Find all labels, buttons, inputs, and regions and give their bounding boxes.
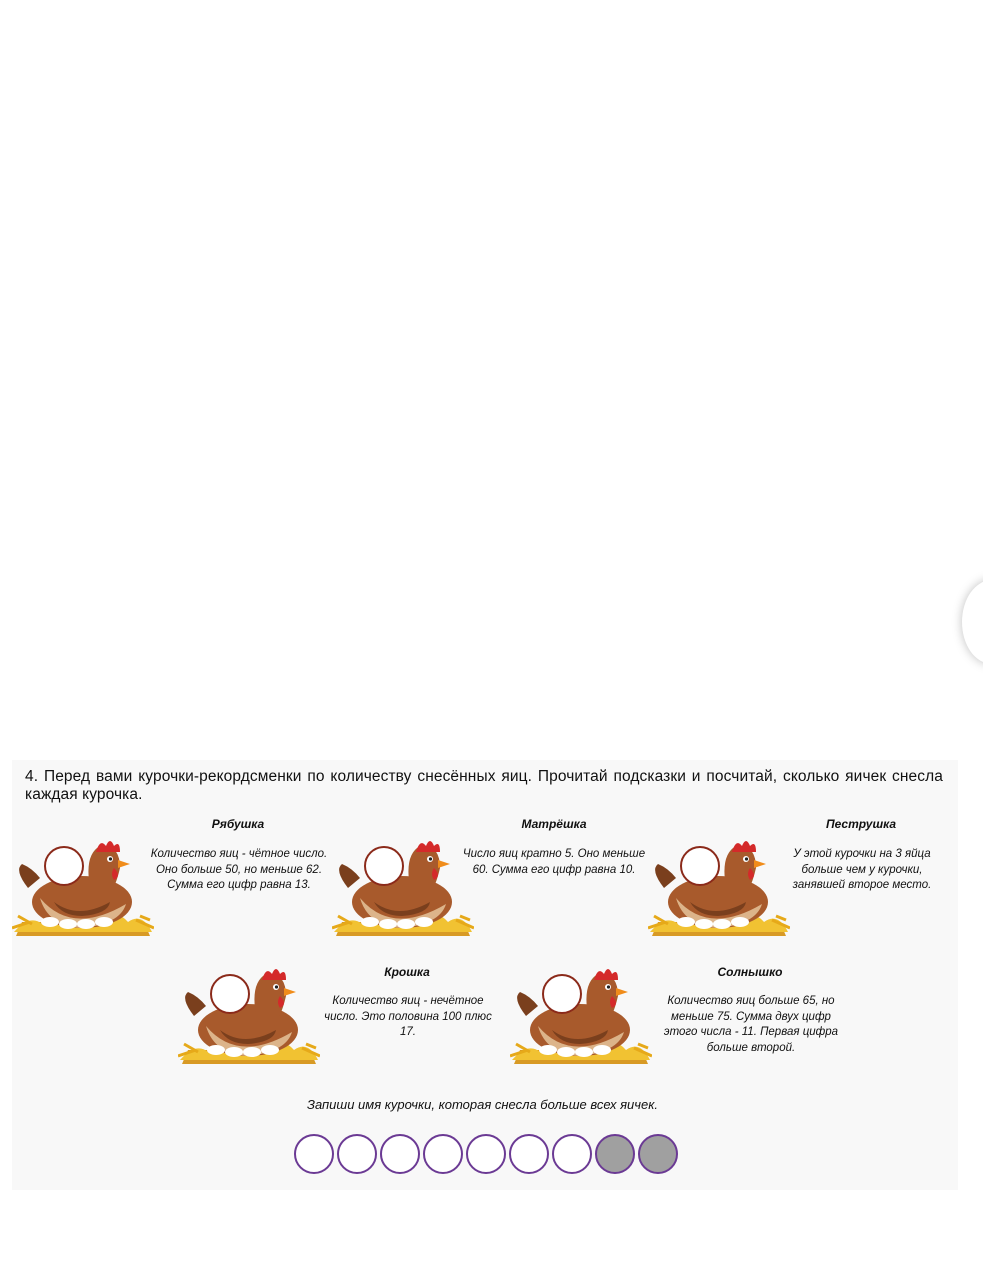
hen-hint-3: У этой курочки на 3 яйца больше чем у курочки, занявшей второе место. (792, 848, 932, 891)
task-text: 4. Перед вами курочки-рекордсменки по количеству снесённых яиц. Прочитай подсказки и посчитай, сколько яичек снесла каждая курочка. (25, 768, 943, 803)
hen-name-4: Крошка (384, 965, 430, 979)
hen-name-2: Матрёшка (521, 817, 587, 831)
answer-letter-circle[interactable] (638, 1134, 678, 1174)
hen-hint-5: Количество яиц больше 65, но меньше 75. Сумма двух цифр этого числа - 11. Первая цифра больше второй. (663, 995, 839, 1054)
hen-name-1: Рябушка (211, 817, 265, 831)
hen-illustration (510, 964, 652, 1076)
answer-letter-circle[interactable] (294, 1134, 334, 1174)
hen-illustration (12, 836, 154, 948)
answer-letter-circle[interactable] (466, 1134, 506, 1174)
answer-letter-circle[interactable] (380, 1134, 420, 1174)
hen-illustration (178, 964, 320, 1076)
side-scroll-handle[interactable] (962, 580, 983, 664)
answer-letter-circle[interactable] (509, 1134, 549, 1174)
hen-hint-2: Число яиц кратно 5. Оно меньше 60. Сумма его цифр равна 10. (462, 848, 646, 876)
answer-letter-circle[interactable] (337, 1134, 377, 1174)
hen-hint-4: Количество яиц - нечётное число. Это половина 100 плюс 17. (324, 995, 492, 1038)
answer-letter-circle[interactable] (595, 1134, 635, 1174)
bottom-instruction: Запиши имя курочки, которая снесла больше всех яичек. (306, 1097, 659, 1112)
answer-letter-circle[interactable] (552, 1134, 592, 1174)
hen-illustration (332, 836, 474, 948)
hen-illustration (648, 836, 790, 948)
hen-name-5: Солнышко (717, 965, 783, 979)
hen-name-3: Пеструшка (825, 817, 897, 831)
answer-circles (294, 1134, 678, 1174)
answer-letter-circle[interactable] (423, 1134, 463, 1174)
hen-hint-1: Количество яиц - чётное число. Оно больше 50, но меньше 62. Сумма его цифр равна 13. (150, 848, 328, 891)
